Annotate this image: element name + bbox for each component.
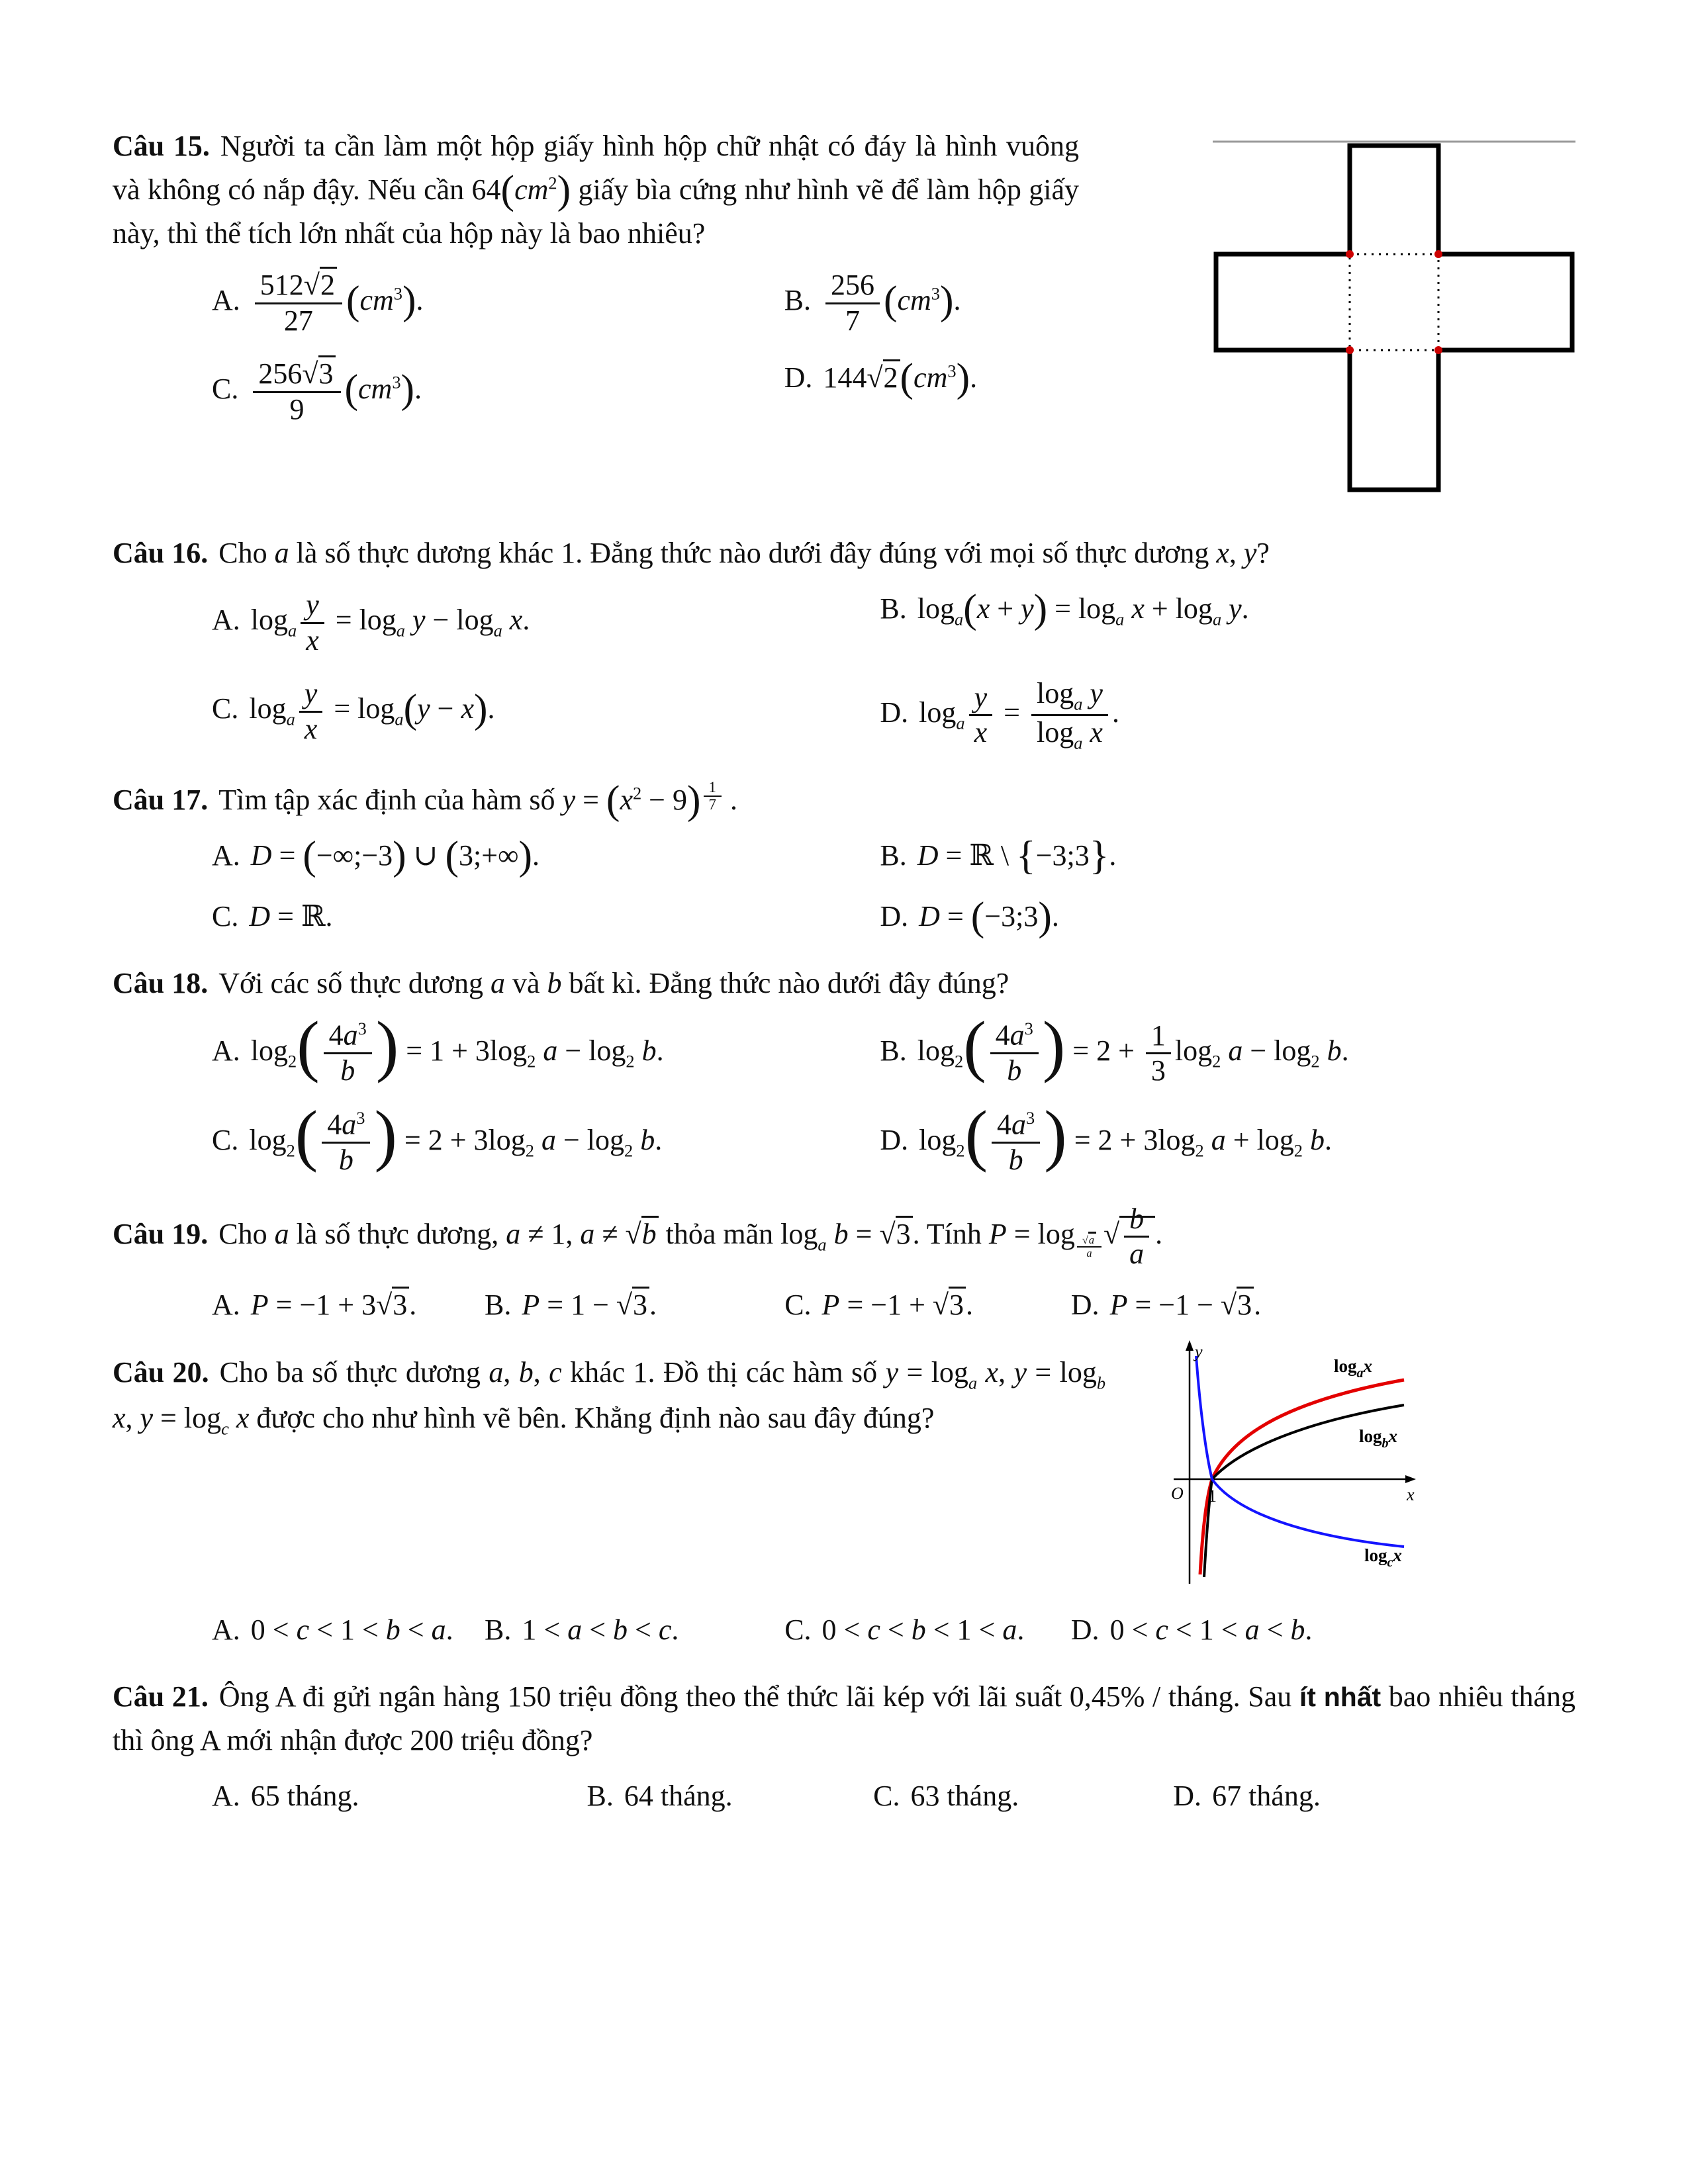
option-letter: C. (212, 373, 239, 406)
question-15-option-d (784, 357, 1079, 426)
question-16-number: Câu 16. (113, 537, 209, 569)
option-letter: B. (880, 839, 907, 872)
option-math: D = ℝ \ {−3;3}. (917, 833, 1117, 879)
option-math: $\frac{512√2}{27}$ $(cm^3)$. (251, 284, 424, 316)
option-letter: B. (880, 592, 907, 625)
option-letter: C. (873, 1780, 900, 1813)
question-17-text (113, 778, 1575, 822)
option-math: 67 tháng. (1212, 1780, 1321, 1813)
option-letter: A. (212, 1613, 240, 1646)
log-curves-graph (1142, 1338, 1427, 1589)
option-letter: C. (212, 692, 239, 725)
question-17-option-a (212, 833, 880, 879)
question-17 (113, 778, 1575, 939)
question-15-option-b (784, 269, 1079, 338)
option-math: $\log_a$ $\frac{y}{x}$ = $\log_a(y - x)$. (249, 677, 495, 745)
x-axis-label: x (1407, 1484, 1415, 1504)
question-21 (113, 1675, 1575, 1817)
question-15-text (113, 124, 1079, 255)
question-20-option-b (485, 1610, 784, 1651)
option-math: 64 tháng. (624, 1780, 733, 1813)
option-math: $\log_a$ $\frac{y}{x}$ = $\log_a y - \log_a x$. (250, 588, 530, 657)
question-15-figure (1213, 124, 1575, 506)
question-20-figure (1142, 1338, 1427, 1596)
option-letter: A. (212, 1034, 240, 1067)
question-17-option-d (880, 893, 1575, 939)
option-letter: D. (880, 899, 909, 933)
option-letter: C. (784, 1613, 812, 1646)
option-math: P = 1 − √3. (522, 1287, 657, 1321)
option-letter: B. (485, 1613, 512, 1646)
option-math: $\frac{256√3}{9}$ $(cm^3)$. (249, 373, 422, 405)
label-log-b: $\log_bx$ (1359, 1426, 1398, 1451)
question-18-option-b (880, 1008, 1575, 1088)
question-19-stem: Cho a là số thực dương, a ≠ 1, a ≠ √b thỏa mãn $\log_a b = √3$. Tính P = log $_{\frac{√a}{a}}$ √ $\frac{b}{a}$ . (218, 1202, 1163, 1271)
option-letter: C. (212, 899, 239, 933)
base-fold-square (1350, 254, 1438, 350)
option-math: 65 tháng. (250, 1780, 359, 1813)
question-16-option-b (880, 588, 1575, 657)
corner-dot (1346, 250, 1354, 258)
option-math: $\frac{256}{7}$ $(cm^3)$. (821, 284, 961, 316)
option-math: $\log_2$( $\frac{4a^3}{b}$ ) = $1 + 3\log_2$ $a - \log_2 b$. (250, 1008, 664, 1087)
option-letter: D. (880, 696, 909, 729)
question-16-option-a (212, 588, 880, 657)
corner-dot (1434, 346, 1442, 354)
question-19-option-b (485, 1285, 784, 1326)
option-math: P = −1 + √3. (822, 1287, 974, 1321)
option-letter: D. (880, 1123, 909, 1156)
option-letter: D. (1070, 1613, 1100, 1646)
question-20-option-c (784, 1610, 1071, 1651)
question-19-option-a (212, 1285, 485, 1326)
option-math: 0 < c < 1 < a < b. (1109, 1613, 1313, 1646)
bottom-flap (1350, 350, 1438, 490)
question-19-option-d (1071, 1285, 1575, 1326)
option-math: 0 < c < b < 1 < a. (821, 1613, 1025, 1646)
question-20-options (113, 1610, 1575, 1651)
question-17-stem: Tìm tập xác định của hàm số $y = (x^2 - 9)$ $\frac{1}{7}$ . (218, 778, 737, 823)
question-16 (113, 531, 1575, 753)
question-19-number: Câu 19. (113, 1218, 209, 1251)
option-math: P = −1 − √3. (1110, 1287, 1262, 1321)
option-letter: A. (212, 1780, 240, 1813)
corner-dot (1346, 346, 1354, 354)
question-18-option-c (212, 1097, 880, 1177)
option-letter: A. (212, 1289, 240, 1322)
label-log-a: $\log_ax$ (1334, 1355, 1373, 1381)
option-letter: D. (1070, 1289, 1100, 1322)
label-log-c: $\log_cx$ (1364, 1545, 1402, 1570)
option-math: $\log_a(x + y) = \log_a x + \log_a y$. (917, 586, 1249, 632)
question-15 (113, 124, 1575, 506)
question-16-option-c (212, 677, 880, 753)
question-21-options (113, 1776, 1575, 1817)
option-letter: B. (784, 284, 811, 317)
question-17-options (113, 833, 1575, 939)
option-math: 0 < c < 1 < b < a. (250, 1613, 453, 1646)
question-20 (113, 1342, 1575, 1651)
question-16-option-d (880, 677, 1575, 753)
option-math: D = (−∞;−3) ∪ (3;+∞). (250, 833, 539, 879)
box-net-diagram (1213, 131, 1575, 499)
fold-corner-dots (1346, 250, 1442, 354)
option-math: $\log_a$ $\frac{y}{x}$ = $\frac{\log_a y}{\log_a x}$ . (919, 677, 1119, 753)
question-18-text (113, 962, 1575, 1005)
question-21-text (113, 1675, 1575, 1762)
question-15-options (113, 269, 1079, 426)
right-flap (1438, 254, 1572, 350)
question-17-number: Câu 17. (113, 784, 209, 816)
x-axis-arrow (1405, 1475, 1416, 1483)
option-math: D = ℝ. (249, 899, 333, 933)
question-19 (113, 1203, 1575, 1326)
option-math: P = −1 + 3√3. (251, 1287, 417, 1321)
origin-label: O (1171, 1483, 1184, 1503)
question-18-option-d (880, 1097, 1575, 1177)
question-18-options (113, 1008, 1575, 1177)
question-18-stem: Với các số thực dương a và b bất kì. Đẳng thức nào dưới đây đúng? (218, 967, 1009, 1000)
question-15-option-a (212, 269, 784, 338)
question-16-text (113, 531, 1575, 575)
option-math: $144√2(cm^3)$. (823, 355, 978, 401)
left-flap (1216, 254, 1350, 350)
question-18 (113, 962, 1575, 1177)
question-18-number: Câu 18. (113, 967, 209, 1000)
question-20-text (113, 1351, 1105, 1442)
top-flap (1350, 146, 1438, 254)
question-20-option-a (212, 1610, 485, 1651)
option-letter: B. (586, 1780, 614, 1813)
question-15-number: Câu 15. (113, 130, 210, 162)
unit-label: 1 (1208, 1486, 1217, 1506)
question-19-options (113, 1285, 1575, 1326)
question-18-option-a (212, 1008, 880, 1088)
option-letter: B. (485, 1289, 512, 1322)
option-letter: D. (784, 361, 813, 394)
y-axis-label: y (1195, 1342, 1203, 1361)
question-19-text (113, 1203, 1575, 1271)
option-letter: A. (212, 604, 240, 637)
question-16-stem: Cho a là số thực dương khác 1. Đẳng thức nào dưới đây đúng với mọi số thực dương x, y? (218, 537, 1270, 569)
question-15-stem: Người ta cần làm một hộp giấy hình hộp chữ nhật có đáy là hình vuông và không có nắp đậy. Nếu cần $64(cm^2)$ giấy bìa cứng như hình vẽ để làm hộp giấy này, thì thể tích lớn nhất của hộp này là bao nhiêu? (113, 130, 1080, 250)
question-20-number: Câu 20. (113, 1355, 209, 1388)
option-letter: D. (1173, 1780, 1202, 1813)
option-letter: A. (212, 284, 240, 317)
question-19-option-c (784, 1285, 1071, 1326)
option-letter: C. (784, 1289, 812, 1322)
question-17-option-b (880, 833, 1575, 879)
question-21-number: Câu 21. (113, 1680, 209, 1713)
question-21-option-d (1173, 1776, 1575, 1817)
option-letter: C. (212, 1123, 239, 1156)
question-21-option-a (212, 1776, 587, 1817)
option-math: 1 < a < b < c. (522, 1613, 679, 1646)
question-15-option-c (212, 357, 784, 426)
option-math: $\log_2$( $\frac{4a^3}{b}$ ) = $2 + 3\log_2$ $a - \log_2 b$. (249, 1097, 663, 1177)
question-20-option-d (1071, 1610, 1575, 1651)
question-21-option-b (587, 1776, 874, 1817)
option-math: $\log_2$( $\frac{4a^3}{b}$ ) = $2 + 3\log_2$ $a + \log_2 b$. (919, 1097, 1332, 1177)
question-17-option-c (212, 896, 880, 937)
question-21-stem: Ông A đi gửi ngân hàng 150 triệu đồng theo thể thức lãi kép với lãi suất 0,45% / tháng. Sau ít nhất bao nhiêu tháng thì ông A mới nhận được 200 triệu đồng? (113, 1680, 1576, 1757)
option-math: $\log_2$( $\frac{4a^3}{b}$ ) = 2 + $\frac{1}{3}$ $\log_2 a - \log_2 b$. (917, 1008, 1349, 1087)
option-math: D = (−3;3). (919, 893, 1059, 939)
question-20-stem: Cho ba số thực dương a, b, c khác 1. Đồ thị các hàm số $y = \log_a x$, $y = \log_b x$, $y = \log_c x$ được cho như hình vẽ bên. Khẳng định nào sau đây đúng? (113, 1355, 1106, 1439)
corner-dot (1434, 250, 1442, 258)
option-letter: A. (212, 839, 240, 872)
y-axis-arrow (1186, 1340, 1194, 1351)
question-16-options (113, 588, 1575, 753)
option-math: 63 tháng. (910, 1780, 1019, 1813)
question-21-option-c (873, 1776, 1173, 1817)
option-letter: B. (880, 1034, 907, 1067)
